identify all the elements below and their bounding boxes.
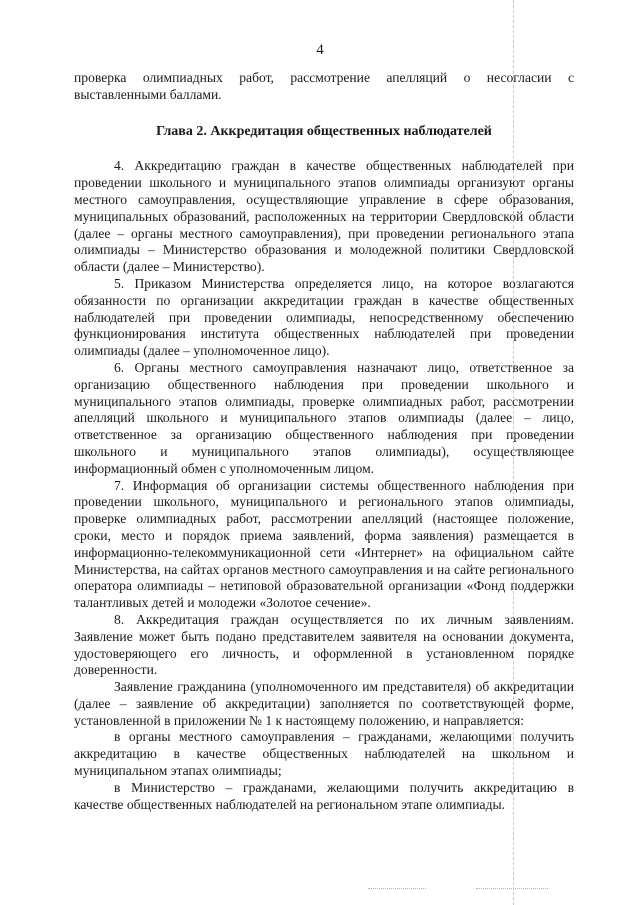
paragraph-4: 4. Аккредитацию граждан в качестве общественных наблюдателей при проведении школьного и муниципального этапов олимпиады организуют органы местного самоуправления, осуществляющие управление в сфере образования, муниципальных образований, расположенных на территории Свердловской области (далее – органы местного самоуправления), при проведении регионального этапа олимпиады – Министерство образования и молодежной политики Свердловской области (далее – Министерство). — [74, 158, 574, 275]
list-item-local-authorities: в органы местного самоуправления – гражданами, желающими получить аккредитацию в качестве общественных наблюдателей на школьном и муниципальном этапах олимпиады; — [74, 729, 574, 779]
page-number: 4 — [316, 42, 324, 58]
chapter-heading: Глава 2. Аккредитация общественных наблюдателей — [156, 123, 492, 139]
paragraph-5: 5. Приказом Министерства определяется лицо, на которое возлагаются обязанности по организации аккредитации граждан в качестве общественных наблюдателей при проведении олимпиады, непосредственному обеспечению функционирования института общественных наблюдателей при проведении олимпиады (далее – уполномоченное лицо). — [74, 275, 574, 359]
scan-artifact — [476, 888, 548, 889]
paragraph-7: 7. Информация об организации системы общественного наблюдения при проведении школьного, муниципального и регионального этапов олимпиады, проверке олимпиадных работ, рассмотрении апелляций (настоящее положение, сроки, место и порядок приема заявлений, форма заявления) размещается в информационно-телекоммуникационной сети «Интернет» на официальном сайте Министерства, на сайтах органов местного самоуправления и на сайте регионального оператора олимпиады – нетиповой образовательной организации «Фонд поддержки талантливых детей и молодежи «Золотое сечение». — [74, 477, 574, 611]
application-paragraph: Заявление гражданина (уполномоченного им представителя) об аккредитации (далее – заявление об аккредитации) заполняется по соответствующей форме, установленной в приложении № 1 к настоящему положению, и направляется: — [74, 679, 574, 728]
paragraph-8: 8. Аккредитация граждан осуществляется по их личным заявлениям. Заявление может быть подано представителем заявителя на основании документа, удостоверяющего его личность, и оформленной в установленном порядке доверенности. — [74, 611, 574, 678]
paragraph-6: 6. Органы местного самоуправления назначают лицо, ответственное за организацию общественного наблюдения при проведении школьного и муниципального этапов олимпиады, проверке олимпиадных работ, рассмотрении апелляций школьного и муниципального этапов олимпиады (далее – лицо, ответственное за организацию общественного наблюдения при проведении школьного и муниципального этапов олимпиады), осуществляющее информационный обмен с уполномоченным лицом. — [74, 359, 574, 476]
continuation-paragraph: проверка олимпиадных работ, рассмотрение апелляций о несогласии с выставленными баллами. — [74, 70, 574, 102]
document-body — [74, 70, 574, 813]
scan-artifact — [368, 888, 426, 889]
list-item-ministry: в Министерство – гражданами, желающими получить аккредитацию в качестве общественных наблюдателей на региональном этапе олимпиады. — [74, 779, 574, 812]
